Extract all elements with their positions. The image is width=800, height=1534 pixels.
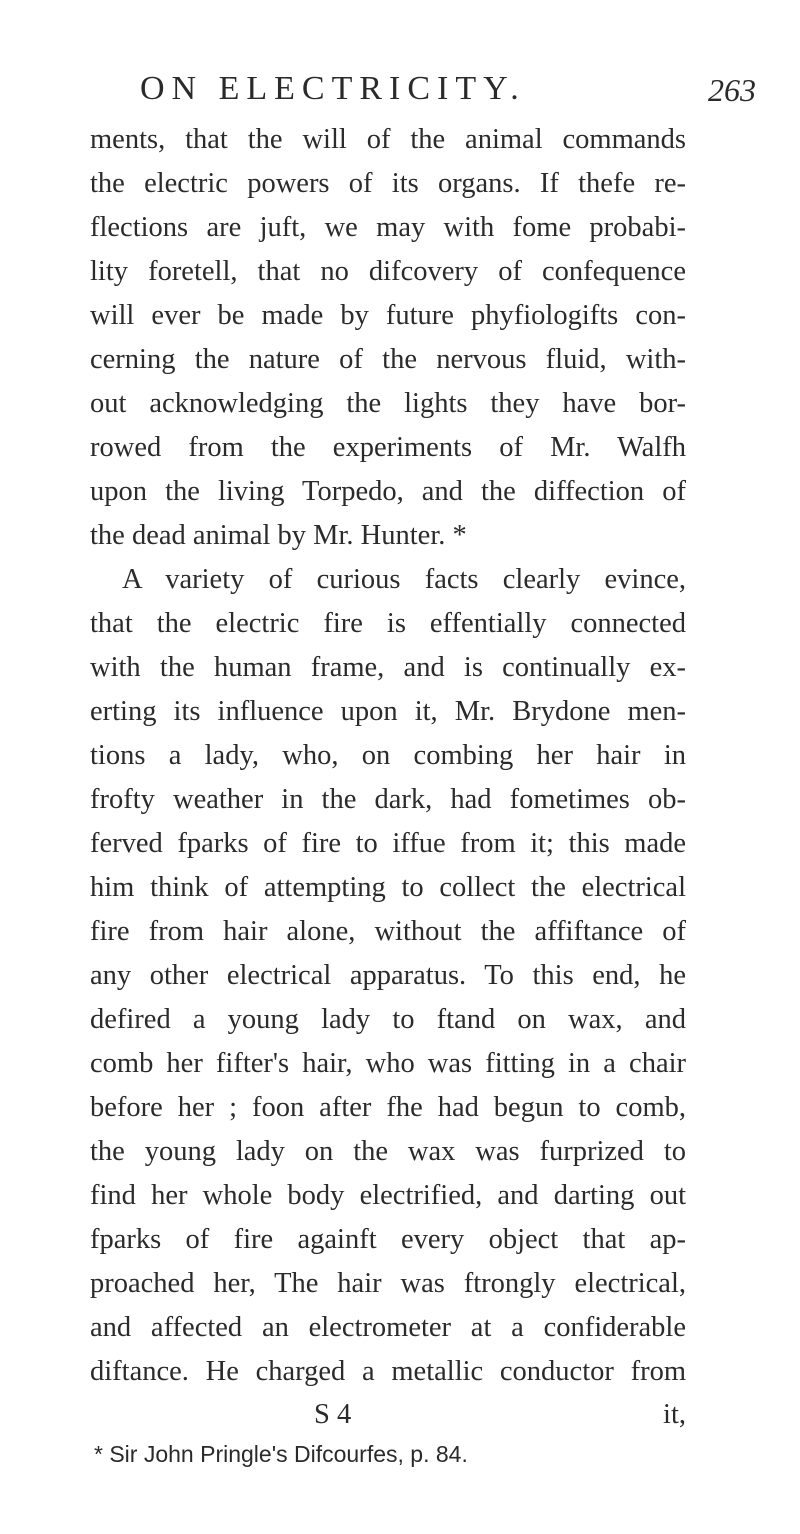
paragraph-start-line: A variety of curious facts clearly evince, xyxy=(122,564,686,595)
text-line: out acknowledging the lights they have bor- xyxy=(90,388,686,419)
text-line: that the electric fire is effentially connected xyxy=(90,608,686,639)
text-line: comb her fifter's hair, who was fitting in a chair xyxy=(90,1048,686,1079)
text-line: any other electrical apparatus. To this end, he xyxy=(90,960,686,991)
text-line: fire from hair alone, without the affiftance of xyxy=(90,916,686,947)
text-line: frofty weather in the dark, had fometimes ob- xyxy=(90,784,686,815)
text-line: defired a young lady to ftand on wax, and xyxy=(90,1004,686,1035)
text-line: cerning the nature of the nervous fluid, with- xyxy=(90,344,686,375)
text-line: rowed from the experiments of Mr. Walfh xyxy=(90,432,686,463)
body-text xyxy=(90,118,686,1472)
text-line: ments, that the will of the animal commands xyxy=(90,124,686,155)
text-line: erting its influence upon it, Mr. Brydone men- xyxy=(90,696,686,727)
text-line: will ever be made by future phyfiologifts con- xyxy=(90,300,686,331)
text-line: and affected an electrometer at a confiderable xyxy=(90,1312,686,1343)
signature-mark: S 4 xyxy=(314,1399,352,1430)
running-title: ON ELECTRICITY. xyxy=(140,70,526,107)
text-line: the electric powers of its organs. If thefe re- xyxy=(90,168,686,199)
text-line: fparks of fire againft every object that ap- xyxy=(90,1224,686,1255)
page-number: 263 xyxy=(708,72,756,108)
text-line: lity foretell, that no difcovery of confequence xyxy=(90,256,686,287)
text-line: upon the living Torpedo, and the diffection of xyxy=(90,476,686,507)
text-line: ferved fparks of fire to iffue from it; this made xyxy=(90,828,686,859)
text-line: diftance. He charged a metallic conductor from xyxy=(90,1356,686,1387)
signature-row xyxy=(90,1394,686,1436)
text-line: flections are juft, we may with fome probabi- xyxy=(90,212,686,243)
running-head xyxy=(140,70,756,108)
text-line: before her ; foon after fhe had begun to comb, xyxy=(90,1092,686,1123)
text-line: with the human frame, and is continually ex- xyxy=(90,652,686,683)
catchword: it, xyxy=(663,1399,686,1430)
footnote: * Sir John Pringle's Difcourfes, p. 84. xyxy=(94,1441,468,1467)
text-line: him think of attempting to collect the electrical xyxy=(90,872,686,903)
text-line: the dead animal by Mr. Hunter. * xyxy=(90,520,467,551)
text-line: the young lady on the wax was furprized to xyxy=(90,1136,686,1167)
text-line: find her whole body electrified, and darting out xyxy=(90,1180,686,1211)
text-line: tions a lady, who, on combing her hair in xyxy=(90,740,686,771)
text-line: proached her, The hair was ftrongly electrical, xyxy=(90,1268,686,1299)
